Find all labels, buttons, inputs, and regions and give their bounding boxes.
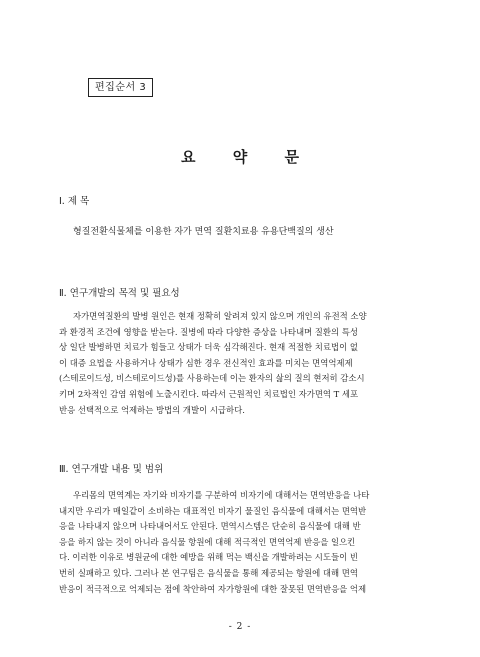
section-heading-title: Ⅰ. 제 목 xyxy=(59,196,90,207)
paragraph-line: 응을 나타내지 않으며 나타내어서도 안된다. 면역시스템은 단순히 음식물에 대해 반 xyxy=(59,521,361,532)
paragraph-line: 번히 실패하고 있다. 그러나 본 연구팀은 음식물을 통해 제공되는 항원에 대해 면역 xyxy=(59,567,358,578)
paragraph-line: 다. 이러한 이유로 병원균에 대한 예방을 위해 먹는 백신을 개발하려는 시도들이 빈 xyxy=(59,552,358,563)
section-heading-purpose: Ⅱ. 연구개발의 목적 및 필요성 xyxy=(59,288,180,299)
scope-paragraph xyxy=(59,488,431,597)
paragraph-line: 상 일단 발병하면 치료가 힘들고 상태가 더욱 심각해진다. 현재 적절한 치료법이 없 xyxy=(59,342,358,353)
page-title: 요 약 문 xyxy=(181,148,315,166)
paragraph-line: 반응이 적극적으로 억제되는 점에 착안하여 자가항원에 대한 잘못된 면역반응을 억제 xyxy=(59,583,367,594)
paragraph-line: 자가면역질환의 발병 원인은 현재 정확히 알려져 있지 않으며 개인의 유전적 소양 xyxy=(73,311,367,321)
edit-order-tag: 편집순서 3 xyxy=(88,78,153,97)
paragraph-line: 내지만 우리가 매일같이 소비하는 대표적인 비자기 물질인 음식물에 대해서는 면역반 xyxy=(59,505,367,516)
paragraph-line: 과 환경적 조건에 영향을 받는다. 질병에 따라 다양한 증상을 나타내며 질환의 특성 xyxy=(59,326,358,337)
paragraph-line: 이 대증 요법을 사용하거나 상태가 심한 경우 전신적인 효과를 미치는 면역억제제 xyxy=(59,357,353,368)
paragraph-line: 반응 선택적으로 억제하는 방법의 개발이 시급하다. xyxy=(59,404,245,415)
purpose-paragraph xyxy=(59,309,431,418)
project-subject: 형질전환식물체를 이용한 자가 면역 질환치료용 유용단백질의 생산 xyxy=(73,227,334,237)
paragraph-line: (스테로이드성, 비스테로이드성)를 사용하는데 이는 환자의 삶의 질의 현저히 감소시 xyxy=(59,373,365,384)
page-number: - 2 - xyxy=(228,622,252,632)
paragraph-line: 응을 하지 않는 것이 아니라 음식물 항원에 대해 적극적인 면역억제 반응을 일으킨 xyxy=(59,536,356,547)
section-heading-scope: Ⅲ. 연구개발 내용 및 범위 xyxy=(59,464,164,475)
paragraph-line: 키며 2차적인 감염 위험에 노출시킨다. 따라서 근원적인 치료법인 자가면역 T 세포 xyxy=(59,388,359,399)
paragraph-line: 우리몸의 면역계는 자기와 비자기를 구분하여 비자기에 대해서는 면역반응을 나타 xyxy=(73,490,370,500)
